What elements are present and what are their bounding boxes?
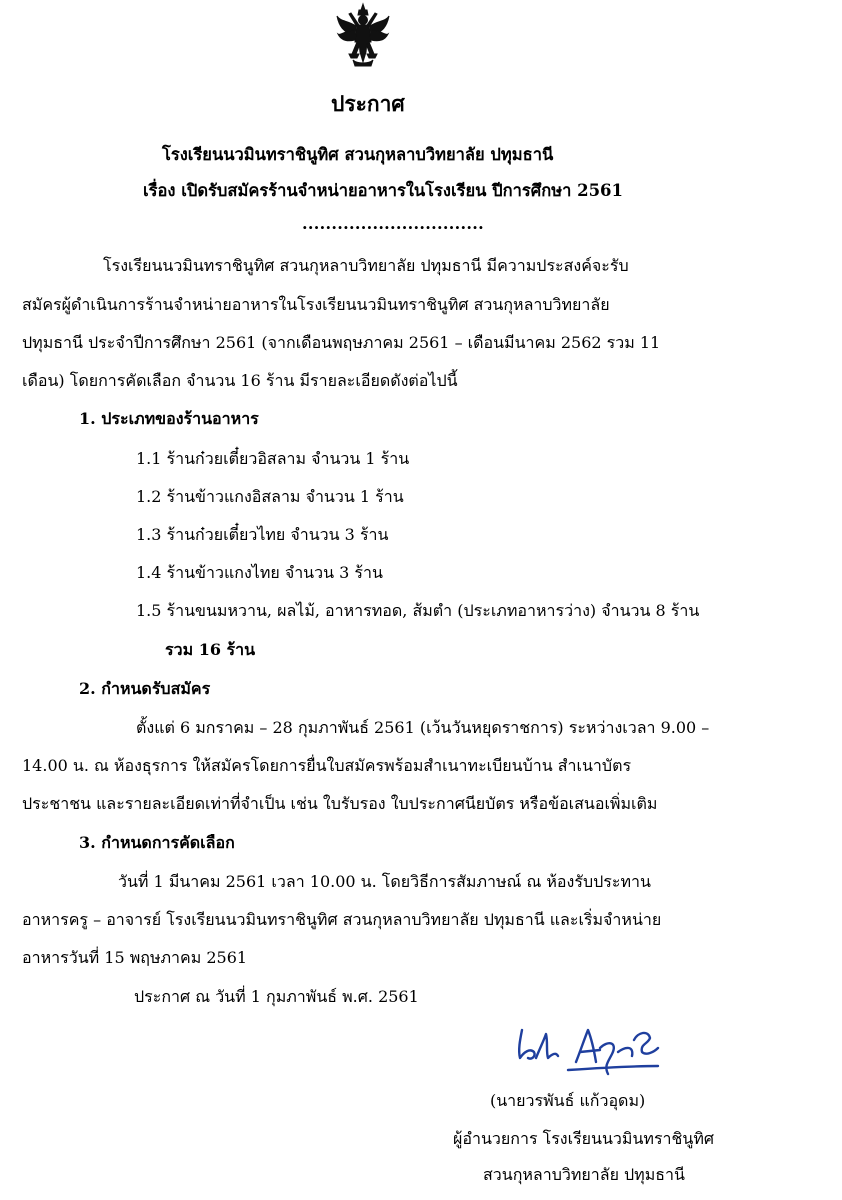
shop-item-1-1: 1.1 ร้านก๋วยเตี๋ยวอิสลาม จำนวน 1 ร้าน bbox=[136, 449, 410, 468]
section-1-heading: 1. ประเภทของร้านอาหาร bbox=[79, 409, 259, 428]
signer-position-line-1: ผู้อำนวยการ โรงเรียนนวมินทราชินูทิศ bbox=[453, 1129, 715, 1148]
signer-name: (นายวรพันธ์ แก้วอุดม) bbox=[490, 1091, 646, 1110]
shop-item-1-2: 1.2 ร้านข้าวแกงอิสลาม จำนวน 1 ร้าน bbox=[136, 487, 404, 506]
intro-line-4: เดือน) โดยการคัดเลือก จำนวน 16 ร้าน มีรายละเอียดดังต่อไปนี้ bbox=[22, 371, 458, 390]
section-2-heading: 2. กำหนดรับสมัคร bbox=[79, 679, 211, 698]
handwritten-signature bbox=[508, 1022, 668, 1080]
announcement-date: ประกาศ ณ วันที่ 1 กุมภาพันธ์ พ.ศ. 2561 bbox=[134, 987, 419, 1006]
organization-name: โรงเรียนนวมินทราชินูทิศ สวนกุหลาบวิทยาลัย ปทุมธานี bbox=[162, 145, 554, 164]
signer-position-line-2: สวนกุหลาบวิทยาลัย ปทุมธานี bbox=[483, 1165, 685, 1184]
section-3-heading: 3. กำหนดการคัดเลือก bbox=[79, 833, 235, 852]
shop-item-1-3: 1.3 ร้านก๋วยเตี๋ยวไทย จำนวน 3 ร้าน bbox=[136, 525, 389, 544]
header-separator: ............................... bbox=[302, 214, 484, 233]
intro-line-2: สมัครผู้ดำเนินการร้านจำหน่ายอาหารในโรงเรียนนวมินทราชินูทิศ สวนกุหลาบวิทยาลัย bbox=[22, 295, 610, 314]
intro-line-1: โรงเรียนนวมินทราชินูทิศ สวนกุหลาบวิทยาลัย ปทุมธานี มีความประสงค์จะรับ bbox=[103, 256, 629, 275]
shop-total: รวม 16 ร้าน bbox=[165, 640, 256, 659]
application-line-2: 14.00 น. ณ ห้องธุรการ ให้สมัครโดยการยื่นใบสมัครพร้อมสำเนาทะเบียนบ้าน สำเนาบัตร bbox=[22, 756, 632, 775]
intro-line-3: ปทุมธานี ประจำปีการศึกษา 2561 (จากเดือนพฤษภาคม 2561 – เดือนมีนาคม 2562 รวม 11 bbox=[22, 333, 661, 352]
selection-line-2: อาหารครู – อาจารย์ โรงเรียนนวมินทราชินูทิศ สวนกุหลาบวิทยาลัย ปทุมธานี และเริ่มจำหน่าย bbox=[22, 910, 662, 929]
document-subject: เรื่อง เปิดรับสมัครร้านจำหน่ายอาหารในโรงเรียน ปีการศึกษา 2561 bbox=[143, 181, 624, 200]
selection-line-3: อาหารวันที่ 15 พฤษภาคม 2561 bbox=[22, 948, 248, 967]
shop-item-1-5: 1.5 ร้านขนมหวาน, ผลไม้, อาหารทอด, ส้มตำ (ประเภทอาหารว่าง) จำนวน 8 ร้าน bbox=[136, 601, 700, 620]
document-title: ประกาศ bbox=[331, 91, 405, 116]
selection-line-1: วันที่ 1 มีนาคม 2561 เวลา 10.00 น. โดยวิธีการสัมภาษณ์ ณ ห้องรับประทาน bbox=[118, 872, 651, 891]
shop-item-1-4: 1.4 ร้านข้าวแกงไทย จำนวน 3 ร้าน bbox=[136, 563, 383, 582]
application-line-3: ประชาชน และรายละเอียดเท่าที่จำเป็น เช่น ใบรับรอง ใบประกาศนียบัตร หรือข้อเสนอเพิ่มเติม bbox=[22, 794, 658, 813]
garuda-emblem-icon bbox=[335, 2, 391, 68]
application-line-1: ตั้งแต่ 6 มกราคม – 28 กุมภาพันธ์ 2561 (เว้นวันหยุดราชการ) ระหว่างเวลา 9.00 – bbox=[136, 718, 710, 737]
